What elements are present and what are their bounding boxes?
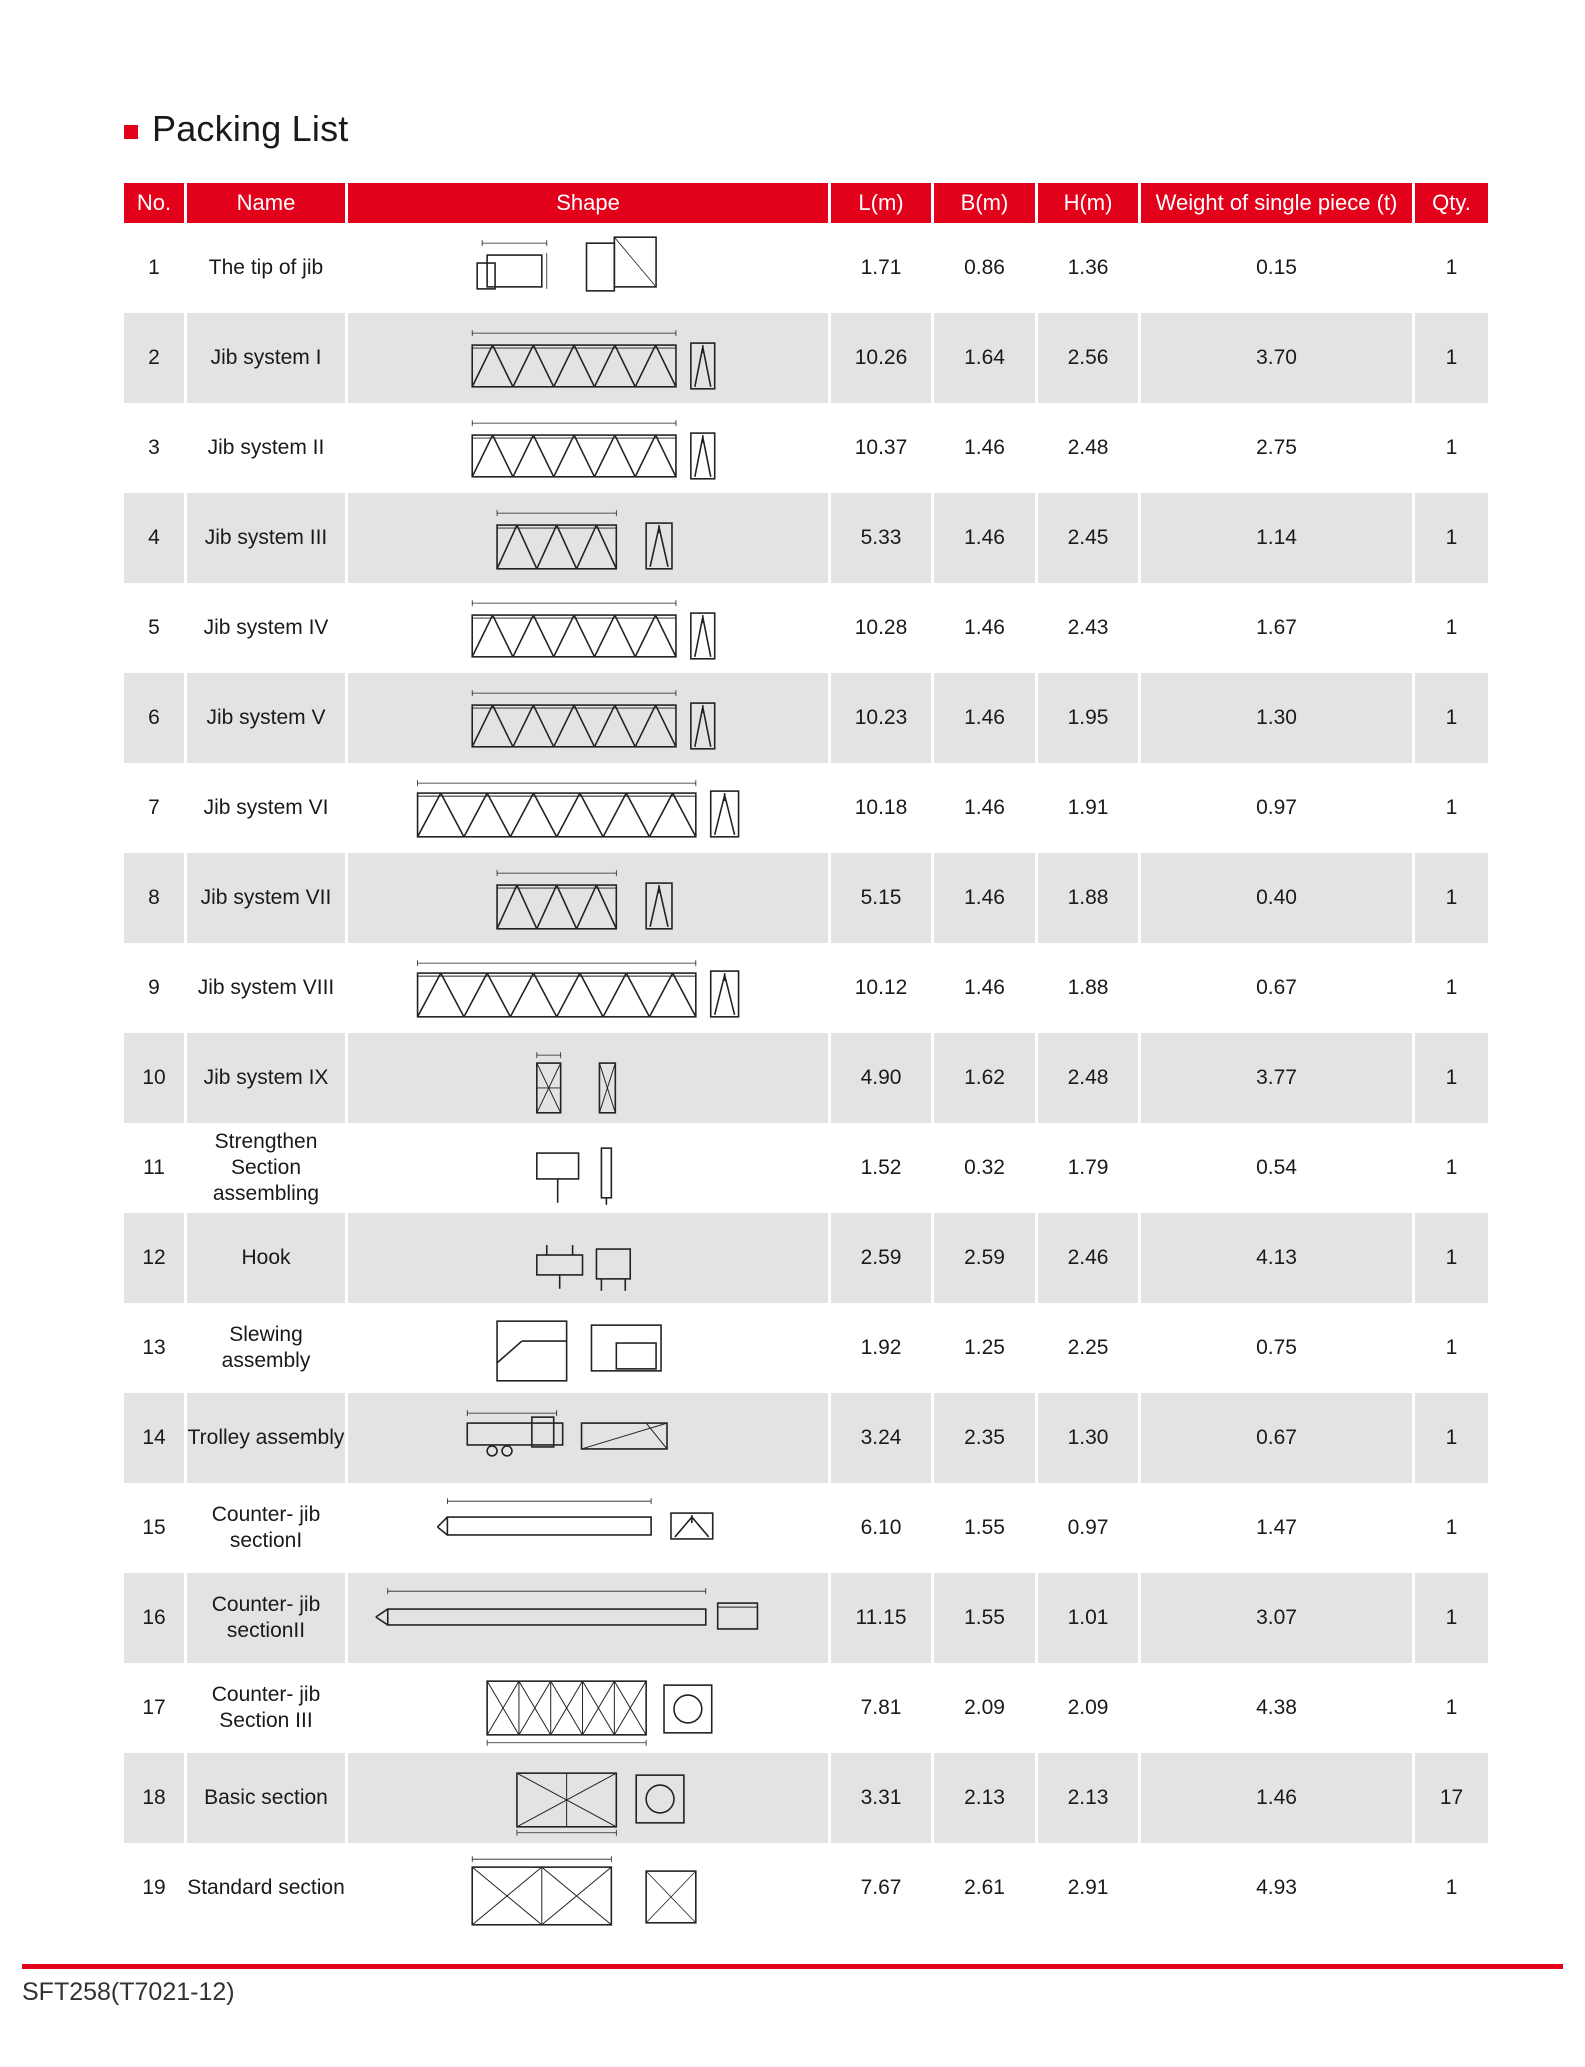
table-row	[124, 1213, 1488, 1303]
shape-drawing-icon	[348, 1843, 828, 1933]
row-no: 8	[124, 853, 187, 943]
row-length: 1.52	[831, 1123, 934, 1213]
row-no: 4	[124, 493, 187, 583]
row-no: 9	[124, 943, 187, 1033]
row-breadth: 1.46	[934, 763, 1038, 853]
row-height: 2.91	[1038, 1843, 1141, 1933]
row-qty: 1	[1445, 1695, 1458, 1719]
row-no: 18	[124, 1753, 187, 1843]
row-qty: 1	[1415, 1213, 1488, 1303]
row-height: 1.79	[1038, 1123, 1141, 1213]
row-weight: 4.38	[1141, 1663, 1415, 1753]
table-row	[124, 1393, 1488, 1483]
shape-drawing-icon	[348, 403, 828, 493]
row-length: 10.18	[831, 763, 934, 853]
shape-drawing-icon	[348, 1573, 828, 1663]
row-height: 1.30	[1038, 1393, 1141, 1483]
row-no: 13	[124, 1303, 187, 1393]
row-name: Trolley assembly	[187, 1393, 348, 1483]
row-weight: 1.30	[1141, 673, 1415, 763]
page-title	[124, 104, 349, 154]
header-height: H(m)	[1038, 183, 1141, 223]
footer-model-code: SFT258(T7021-12)	[22, 1978, 235, 2006]
row-breadth: 2.13	[934, 1753, 1038, 1843]
row-breadth: 1.25	[934, 1303, 1038, 1393]
row-name: Jib system VIII	[187, 943, 348, 1033]
row-breadth: 2.61	[934, 1843, 1038, 1933]
row-name: Counter- jib sectionII	[187, 1573, 348, 1663]
table-row	[124, 763, 1488, 853]
row-weight: 1.67	[1141, 583, 1415, 673]
row-height: 2.13	[1038, 1753, 1141, 1843]
shape-drawing-icon	[348, 1753, 828, 1843]
row-length: 11.15	[831, 1573, 934, 1663]
title-text: Packing List	[152, 108, 349, 149]
row-breadth: 1.46	[934, 943, 1038, 1033]
row-breadth: 1.64	[934, 313, 1038, 403]
table-row	[124, 313, 1488, 403]
row-name: Counter- jib sectionI	[187, 1483, 348, 1573]
shape-drawing-icon	[348, 943, 828, 1033]
row-breadth: 1.55	[934, 1573, 1038, 1663]
table-row	[124, 223, 1488, 313]
row-length: 1.92	[831, 1303, 934, 1393]
row-no: 19	[124, 1843, 187, 1933]
row-qty: 1	[1415, 853, 1488, 943]
row-no: 10	[124, 1033, 187, 1123]
table-row	[124, 943, 1488, 1033]
row-weight: 0.67	[1141, 943, 1415, 1033]
row-height: 2.46	[1038, 1213, 1141, 1303]
row-weight: 3.77	[1141, 1033, 1415, 1123]
table-header	[124, 183, 1488, 223]
row-length: 3.31	[831, 1753, 934, 1843]
row-name: Jib system VII	[187, 853, 348, 943]
row-height: 1.95	[1038, 673, 1141, 763]
shape-drawing-icon	[348, 853, 828, 943]
row-breadth: 1.62	[934, 1033, 1038, 1123]
row-shape	[348, 313, 831, 403]
row-name: Jib system II	[187, 403, 348, 493]
row-qty: 1	[1445, 255, 1458, 279]
row-shape	[348, 1303, 831, 1393]
table-body	[124, 223, 1488, 1933]
header-breadth: B(m)	[934, 183, 1038, 223]
table-row	[124, 1033, 1488, 1123]
header-length: L(m)	[831, 183, 934, 223]
row-name: Counter- jib Section III	[187, 1663, 348, 1753]
row-shape	[348, 403, 831, 493]
table-row	[124, 1663, 1488, 1753]
row-qty: 17	[1415, 1753, 1488, 1843]
row-name: Jib system III	[187, 493, 348, 583]
row-no: 3	[124, 403, 187, 493]
table-row	[124, 1573, 1488, 1663]
row-breadth: 1.46	[934, 853, 1038, 943]
row-qty: 1	[1445, 1875, 1458, 1899]
row-qty: 1	[1415, 673, 1488, 763]
row-shape	[348, 223, 831, 313]
row-name: Jib system V	[187, 673, 348, 763]
row-breadth: 1.46	[934, 673, 1038, 763]
row-shape	[348, 1483, 831, 1573]
row-qty: 1	[1445, 975, 1458, 999]
row-shape	[348, 1393, 831, 1483]
row-length: 10.26	[831, 313, 934, 403]
row-name: Strengthen Section assembling	[187, 1123, 348, 1213]
row-no: 7	[124, 763, 187, 853]
row-weight: 4.93	[1141, 1843, 1415, 1933]
row-name: Basic section	[187, 1753, 348, 1843]
row-name: Jib system IX	[187, 1033, 348, 1123]
row-length: 10.12	[831, 943, 934, 1033]
row-name: The tip of jib	[187, 223, 348, 313]
row-weight: 3.07	[1141, 1573, 1415, 1663]
table-row	[124, 1483, 1488, 1573]
row-no: 16	[124, 1573, 187, 1663]
row-name: Hook	[187, 1213, 348, 1303]
row-name: Slewing assembly	[187, 1303, 348, 1393]
row-shape	[348, 1213, 831, 1303]
row-shape	[348, 1843, 831, 1933]
row-breadth: 0.86	[934, 223, 1038, 313]
row-height: 2.48	[1038, 1033, 1141, 1123]
row-breadth: 0.32	[934, 1123, 1038, 1213]
row-length: 3.24	[831, 1393, 934, 1483]
shape-drawing-icon	[348, 313, 828, 403]
title-marker-icon	[124, 125, 138, 139]
row-name: Jib system VI	[187, 763, 348, 853]
packing-list-table	[124, 183, 1488, 1933]
shape-drawing-icon	[348, 763, 828, 853]
row-weight: 0.67	[1141, 1393, 1415, 1483]
row-no: 15	[124, 1483, 187, 1573]
shape-drawing-icon	[348, 1213, 828, 1303]
row-qty: 1	[1445, 795, 1458, 819]
row-shape	[348, 1123, 831, 1213]
table-row	[124, 403, 1488, 493]
row-length: 10.37	[831, 403, 934, 493]
row-breadth: 2.35	[934, 1393, 1038, 1483]
row-height: 0.97	[1038, 1483, 1141, 1573]
row-breadth: 2.59	[934, 1213, 1038, 1303]
row-weight: 1.14	[1141, 493, 1415, 583]
header-name: Name	[187, 183, 348, 223]
shape-drawing-icon	[348, 1123, 828, 1213]
header-shape: Shape	[348, 183, 831, 223]
row-breadth: 1.46	[934, 493, 1038, 583]
row-shape	[348, 853, 831, 943]
shape-drawing-icon	[348, 1033, 828, 1123]
row-weight: 3.70	[1141, 313, 1415, 403]
row-height: 2.43	[1038, 583, 1141, 673]
row-no: 6	[124, 673, 187, 763]
row-length: 5.15	[831, 853, 934, 943]
row-name: Jib system I	[187, 313, 348, 403]
row-shape	[348, 583, 831, 673]
row-length: 7.81	[831, 1663, 934, 1753]
row-weight: 0.15	[1141, 223, 1415, 313]
row-qty: 1	[1445, 1155, 1458, 1179]
shape-drawing-icon	[348, 223, 828, 313]
row-name: Jib system IV	[187, 583, 348, 673]
header-qty: Qty.	[1415, 183, 1488, 223]
row-length: 10.28	[831, 583, 934, 673]
row-height: 1.88	[1038, 853, 1141, 943]
row-height: 2.25	[1038, 1303, 1141, 1393]
row-height: 2.48	[1038, 403, 1141, 493]
table-row	[124, 583, 1488, 673]
row-length: 1.71	[831, 223, 934, 313]
header-weight: Weight of single piece (t)	[1141, 183, 1415, 223]
table-row	[124, 673, 1488, 763]
row-weight: 1.47	[1141, 1483, 1415, 1573]
table-row	[124, 853, 1488, 943]
row-no: 5	[124, 583, 187, 673]
row-weight: 1.46	[1141, 1753, 1415, 1843]
row-qty: 1	[1445, 1515, 1458, 1539]
row-qty: 1	[1445, 435, 1458, 459]
row-shape	[348, 1663, 831, 1753]
row-height: 2.09	[1038, 1663, 1141, 1753]
row-shape	[348, 763, 831, 853]
table-row	[124, 1843, 1488, 1933]
row-no: 1	[124, 223, 187, 313]
row-no: 12	[124, 1213, 187, 1303]
row-weight: 2.75	[1141, 403, 1415, 493]
row-no: 14	[124, 1393, 187, 1483]
row-weight: 0.40	[1141, 853, 1415, 943]
row-qty: 1	[1415, 1393, 1488, 1483]
footer-divider	[22, 1964, 1563, 1969]
row-height: 1.36	[1038, 223, 1141, 313]
row-qty: 1	[1445, 615, 1458, 639]
row-height: 1.88	[1038, 943, 1141, 1033]
row-no: 2	[124, 313, 187, 403]
row-height: 2.45	[1038, 493, 1141, 583]
row-qty: 1	[1445, 1335, 1458, 1359]
row-breadth: 1.55	[934, 1483, 1038, 1573]
row-length: 4.90	[831, 1033, 934, 1123]
row-length: 10.23	[831, 673, 934, 763]
row-shape	[348, 673, 831, 763]
row-height: 1.01	[1038, 1573, 1141, 1663]
row-qty: 1	[1415, 313, 1488, 403]
row-length: 5.33	[831, 493, 934, 583]
row-shape	[348, 493, 831, 583]
row-shape	[348, 1753, 831, 1843]
row-weight: 0.54	[1141, 1123, 1415, 1213]
shape-drawing-icon	[348, 1483, 828, 1573]
header-no: No.	[124, 183, 187, 223]
row-breadth: 1.46	[934, 403, 1038, 493]
row-length: 2.59	[831, 1213, 934, 1303]
shape-drawing-icon	[348, 493, 828, 583]
row-height: 1.91	[1038, 763, 1141, 853]
row-qty: 1	[1415, 493, 1488, 583]
shape-drawing-icon	[348, 583, 828, 673]
row-no: 11	[124, 1123, 187, 1213]
row-qty: 1	[1415, 1573, 1488, 1663]
table-row	[124, 1753, 1488, 1843]
row-shape	[348, 1573, 831, 1663]
shape-drawing-icon	[348, 673, 828, 763]
table-row	[124, 1123, 1488, 1213]
row-height: 2.56	[1038, 313, 1141, 403]
row-shape	[348, 943, 831, 1033]
row-name: Standard section	[187, 1843, 348, 1933]
row-weight: 0.97	[1141, 763, 1415, 853]
row-qty: 1	[1415, 1033, 1488, 1123]
shape-drawing-icon	[348, 1393, 828, 1483]
row-weight: 0.75	[1141, 1303, 1415, 1393]
row-length: 7.67	[831, 1843, 934, 1933]
table-row	[124, 1303, 1488, 1393]
row-breadth: 1.46	[934, 583, 1038, 673]
shape-drawing-icon	[348, 1303, 828, 1393]
row-no: 17	[124, 1663, 187, 1753]
row-shape	[348, 1033, 831, 1123]
table-row	[124, 493, 1488, 583]
row-length: 6.10	[831, 1483, 934, 1573]
shape-drawing-icon	[348, 1663, 828, 1753]
row-weight: 4.13	[1141, 1213, 1415, 1303]
row-breadth: 2.09	[934, 1663, 1038, 1753]
